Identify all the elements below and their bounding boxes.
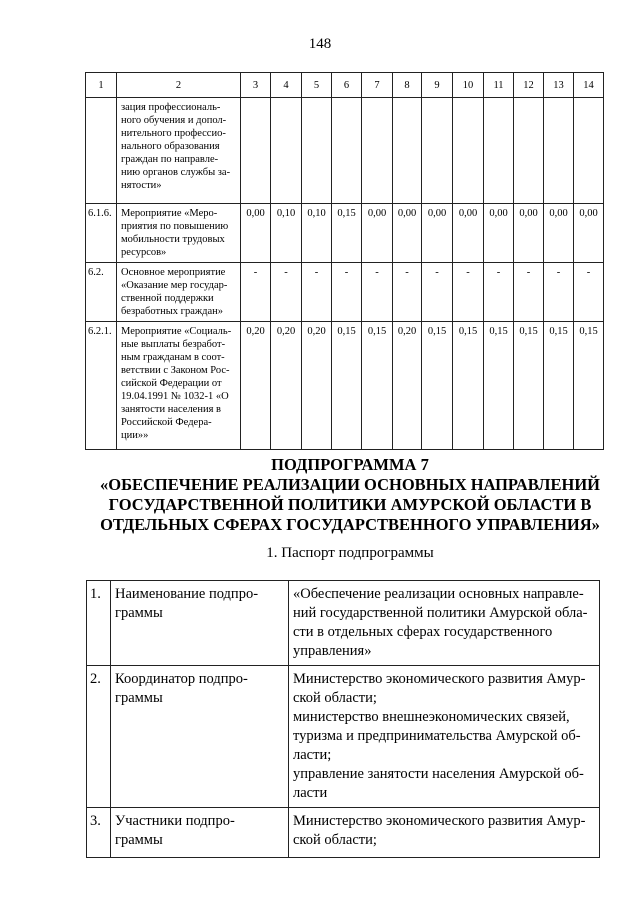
value-cell: 0,20 xyxy=(302,322,332,450)
passport-label: Участники подпро- граммы xyxy=(111,808,289,858)
value-cell: 0,00 xyxy=(393,204,422,263)
value-cell: 0,15 xyxy=(453,322,484,450)
column-header: 5 xyxy=(302,73,332,98)
value-cell: 0,00 xyxy=(453,204,484,263)
value-cell: 0,15 xyxy=(422,322,453,450)
passport-value-line: Министерство экономического развития Амур- ской области; xyxy=(293,671,586,706)
column-header: 6 xyxy=(332,73,362,98)
column-header: 1 xyxy=(86,73,117,98)
column-header: 14 xyxy=(574,73,604,98)
table-row xyxy=(86,263,604,322)
value-cell: 0,00 xyxy=(514,204,544,263)
value-cell xyxy=(241,98,271,204)
value-cell xyxy=(302,98,332,204)
value-cell: 0,00 xyxy=(544,204,574,263)
value-cell xyxy=(393,98,422,204)
value-cell: - xyxy=(514,263,544,322)
value-cell: - xyxy=(362,263,393,322)
table-row xyxy=(86,204,604,263)
value-cell: - xyxy=(453,263,484,322)
passport-row xyxy=(87,808,600,858)
column-header: 13 xyxy=(544,73,574,98)
value-cell: 0,15 xyxy=(484,322,514,450)
value-cell: - xyxy=(271,263,302,322)
column-header: 3 xyxy=(241,73,271,98)
heading-line: ПОДПРОГРАММА 7 xyxy=(271,455,429,474)
row-code: 6.2.1. xyxy=(86,322,117,450)
passport-value xyxy=(289,808,600,858)
heading-line: ГОСУДАРСТВЕННОЙ ПОЛИТИКИ АМУРСКОЙ ОБЛАСТИ В xyxy=(108,495,592,514)
value-cell: 0,15 xyxy=(514,322,544,450)
value-cell: 0,10 xyxy=(271,204,302,263)
passport-value-line: министерство внешнеэкономических связей, туризма и предпринимательства Амурской об- ласти; xyxy=(293,709,581,763)
row-code xyxy=(86,98,117,204)
value-cell: - xyxy=(393,263,422,322)
value-cell xyxy=(514,98,544,204)
page-number: 148 xyxy=(308,36,332,52)
value-cell: 0,20 xyxy=(241,322,271,450)
value-cell xyxy=(422,98,453,204)
value-cell: 0,00 xyxy=(422,204,453,263)
value-cell: - xyxy=(241,263,271,322)
value-cell xyxy=(544,98,574,204)
table-row xyxy=(86,322,604,450)
value-cell: 0,15 xyxy=(332,322,362,450)
value-cell: 0,20 xyxy=(393,322,422,450)
value-cell xyxy=(574,98,604,204)
value-cell: 0,15 xyxy=(544,322,574,450)
row-description: Основное мероприятие «Оказание мер государ- ственной поддержки безработных граждан» xyxy=(117,263,241,322)
passport-label: Координатор подпро- граммы xyxy=(111,666,289,808)
passport-row xyxy=(87,581,600,666)
passport-table xyxy=(86,580,600,858)
value-cell: 0,00 xyxy=(484,204,514,263)
passport-value-line: «Обеспечение реализации основных направле- ний государственной политики Амурской обла- сти в отдельных сферах государственного управления» xyxy=(293,586,588,659)
value-cell: 0,15 xyxy=(574,322,604,450)
value-cell: 0,20 xyxy=(271,322,302,450)
row-code: 6.2. xyxy=(86,263,117,322)
header-row xyxy=(86,73,604,98)
value-cell: - xyxy=(544,263,574,322)
table-row xyxy=(86,98,604,204)
value-cell: 0,00 xyxy=(241,204,271,263)
value-cell: 0,00 xyxy=(362,204,393,263)
row-description: зация профессиональ- ного обучения и допол- нительного профессио- нального образования граждан по направле- нию органов службы за- нятости» xyxy=(117,98,241,204)
row-code: 6.1.6. xyxy=(86,204,117,263)
column-header: 9 xyxy=(422,73,453,98)
subprogram-heading xyxy=(60,455,640,535)
financing-table xyxy=(85,72,604,450)
column-header: 11 xyxy=(484,73,514,98)
row-description: Мероприятие «Меро- приятия по повышению мобильности трудовых ресурсов» xyxy=(117,204,241,263)
value-cell: 0,15 xyxy=(332,204,362,263)
value-cell: - xyxy=(484,263,514,322)
value-cell: 0,00 xyxy=(574,204,604,263)
value-cell: 0,10 xyxy=(302,204,332,263)
value-cell xyxy=(271,98,302,204)
passport-value-line: управление занятости населения Амурской об- ласти xyxy=(293,766,584,801)
value-cell: - xyxy=(422,263,453,322)
column-header: 2 xyxy=(117,73,241,98)
passport-row-number: 3. xyxy=(87,808,111,858)
column-header: 12 xyxy=(514,73,544,98)
value-cell xyxy=(332,98,362,204)
value-cell: 0,15 xyxy=(362,322,393,450)
column-header: 4 xyxy=(271,73,302,98)
column-header: 10 xyxy=(453,73,484,98)
value-cell xyxy=(453,98,484,204)
value-cell xyxy=(362,98,393,204)
value-cell: - xyxy=(332,263,362,322)
heading-line: «ОБЕСПЕЧЕНИЕ РЕАЛИЗАЦИИ ОСНОВНЫХ НАПРАВЛЕНИЙ xyxy=(100,475,600,494)
passport-value-line: Министерство экономического развития Амур- ской области; xyxy=(293,813,586,848)
value-cell: - xyxy=(302,263,332,322)
passport-value xyxy=(289,666,600,808)
passport-row xyxy=(87,666,600,808)
value-cell xyxy=(484,98,514,204)
value-cell: - xyxy=(574,263,604,322)
passport-label: Наименование подпро- граммы xyxy=(111,581,289,666)
column-header: 8 xyxy=(393,73,422,98)
passport-row-number: 1. xyxy=(87,581,111,666)
heading-line: ОТДЕЛЬНЫХ СФЕРАХ ГОСУДАРСТВЕННОГО УПРАВЛЕНИЯ» xyxy=(100,515,600,534)
column-header: 7 xyxy=(362,73,393,98)
passport-value xyxy=(289,581,600,666)
passport-row-number: 2. xyxy=(87,666,111,808)
passport-title: 1. Паспорт подпрограммы xyxy=(266,545,434,561)
row-description: Мероприятие «Социаль- ные выплаты безработ- ным гражданам в соот- ветствии с Законом Рос- сийской Федерации от 19.04.1991 № 1032-1 «О занятости населения в Российской Федера- ции»» xyxy=(117,322,241,450)
